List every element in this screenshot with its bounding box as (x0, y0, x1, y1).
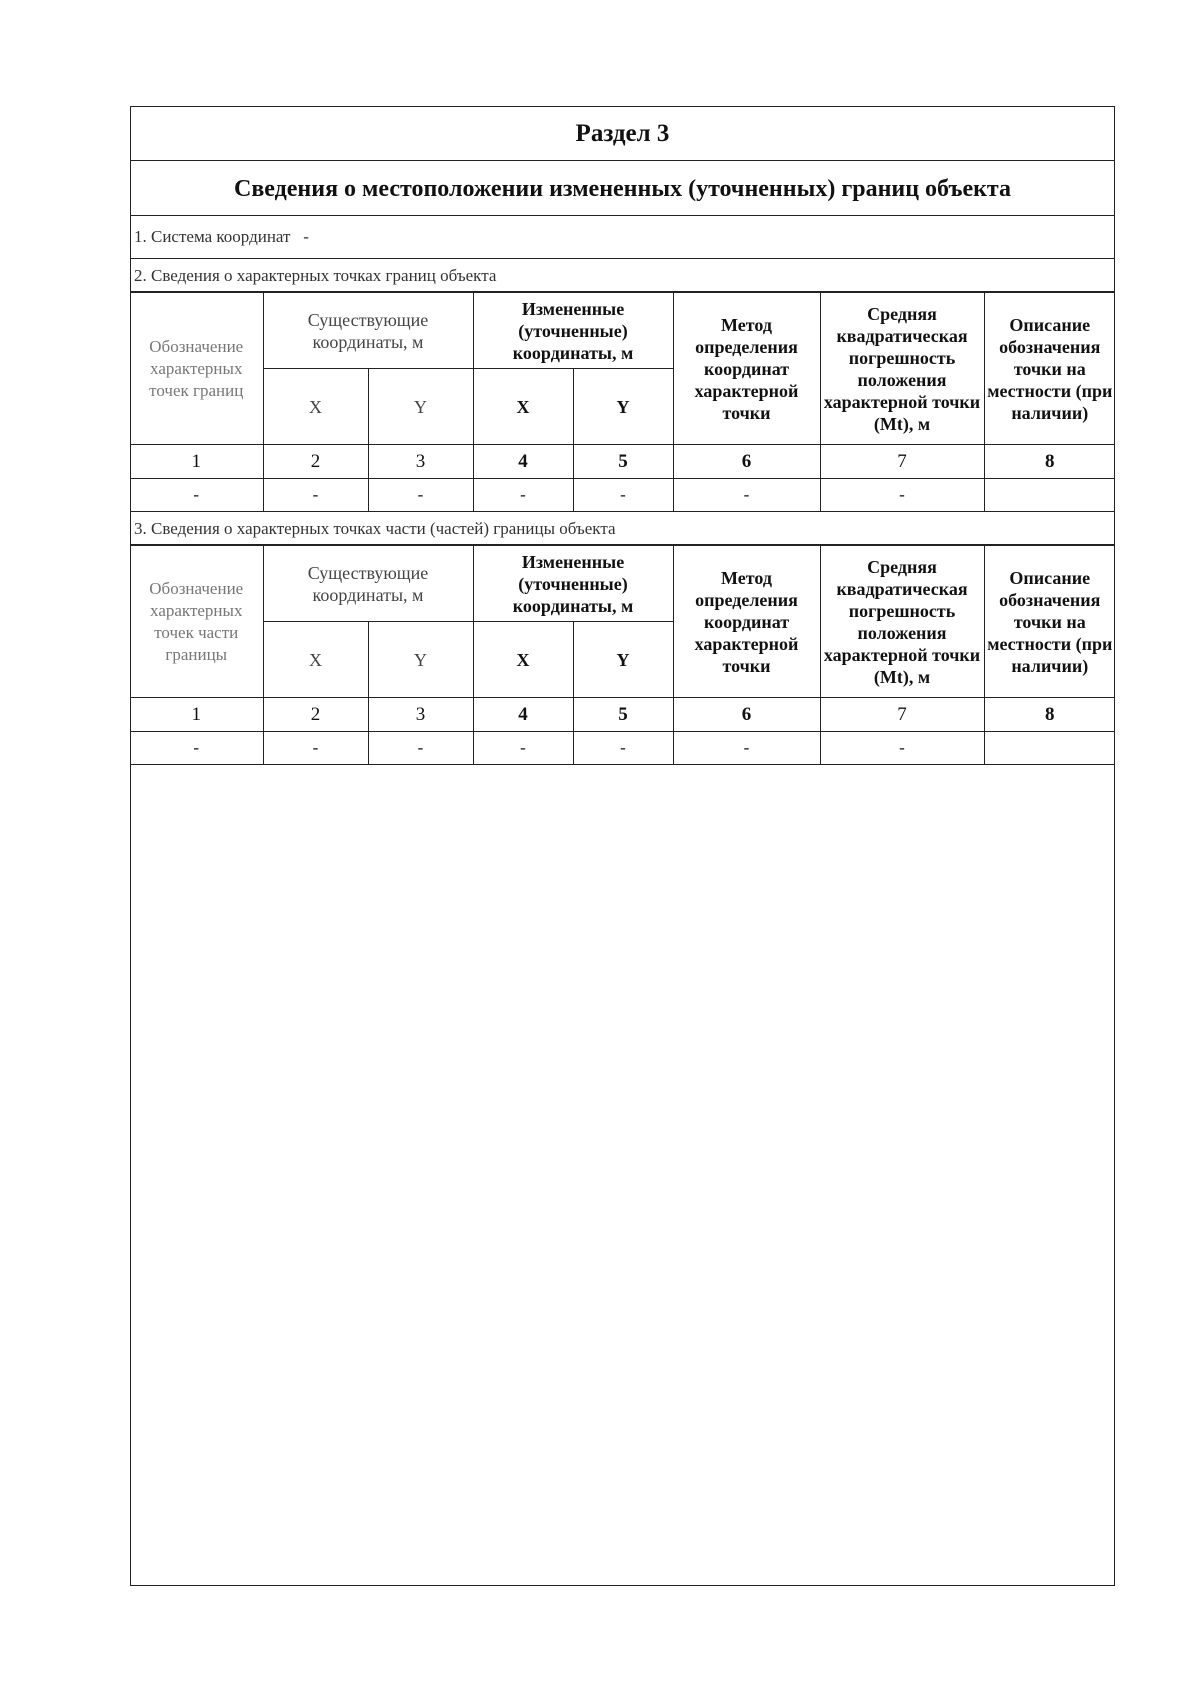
table-cell: - (473, 732, 573, 765)
column-number: 5 (573, 445, 673, 479)
column-number: 4 (473, 445, 573, 479)
table-cell: - (368, 732, 473, 765)
table-cell: - (263, 732, 368, 765)
column-number: 8 (984, 698, 1115, 732)
header-description: Описание обозначения точки на местности (при наличии) (984, 293, 1115, 445)
header-existing-coordinates: Существующие координаты, м (263, 293, 473, 369)
table-cell (984, 732, 1115, 765)
section3-heading: 3. Сведения о характерных точках части (частей) границы объекта (130, 512, 1115, 545)
header-existing-coordinates: Существующие координаты, м (263, 546, 473, 622)
header-existing-y: Y (368, 622, 473, 698)
page-subtitle: Сведения о местоположении измененных (уточненных) границ объекта (130, 161, 1115, 216)
header-existing-x: X (263, 622, 368, 698)
table-cell: - (368, 479, 473, 512)
table-cell: - (263, 479, 368, 512)
header-point-designation: Обозначение характерных точек границ (130, 293, 263, 445)
header-method: Метод определения координат характерной точки (673, 293, 820, 445)
column-number: 6 (673, 698, 820, 732)
column-number: 2 (263, 698, 368, 732)
header-error: Средняя квадратическая погрешность положения характерной точки (Mt), м (820, 546, 984, 698)
column-number: 4 (473, 698, 573, 732)
column-number: 1 (130, 698, 263, 732)
header-existing-y: Y (368, 369, 473, 445)
table-cell: - (130, 732, 263, 765)
column-number: 8 (984, 445, 1115, 479)
header-changed-x: X (473, 622, 573, 698)
table-row (130, 479, 1115, 512)
table-cell: - (820, 732, 984, 765)
column-number-row (130, 445, 1115, 479)
header-error: Средняя квадратическая погрешность положения характерной точки (Mt), м (820, 293, 984, 445)
header-changed-y: Y (573, 622, 673, 698)
header-description: Описание обозначения точки на местности (при наличии) (984, 546, 1115, 698)
table-cell: - (473, 479, 573, 512)
header-changed-coordinates: Измененные (уточненные) координаты, м (473, 546, 673, 622)
header-changed-coordinates: Измененные (уточненные) координаты, м (473, 293, 673, 369)
column-number: 7 (820, 445, 984, 479)
table-cell: - (820, 479, 984, 512)
document-sheet (130, 106, 1115, 765)
page-title: Раздел 3 (130, 106, 1115, 161)
boundary-points-table (130, 292, 1115, 512)
coordinate-system-row (130, 216, 1115, 259)
column-number-row (130, 698, 1115, 732)
table-cell: - (673, 732, 820, 765)
table-row (130, 732, 1115, 765)
part-boundary-points-table (130, 545, 1115, 765)
column-number: 2 (263, 445, 368, 479)
coordinate-system-label: 1. Система координат (134, 227, 291, 246)
header-changed-y: Y (573, 369, 673, 445)
header-changed-x: X (473, 369, 573, 445)
table-cell: - (573, 732, 673, 765)
header-existing-x: X (263, 369, 368, 445)
header-point-designation: Обозначение характерных точек части границы (130, 546, 263, 698)
header-method: Метод определения координат характерной точки (673, 546, 820, 698)
column-number: 3 (368, 445, 473, 479)
column-number: 3 (368, 698, 473, 732)
column-number: 5 (573, 698, 673, 732)
table-cell: - (130, 479, 263, 512)
table-cell: - (573, 479, 673, 512)
column-number: 6 (673, 445, 820, 479)
column-number: 7 (820, 698, 984, 732)
coordinate-system-value: - (303, 227, 309, 246)
table-cell: - (673, 479, 820, 512)
section2-heading: 2. Сведения о характерных точках границ объекта (130, 259, 1115, 292)
column-number: 1 (130, 445, 263, 479)
table-cell (984, 479, 1115, 512)
